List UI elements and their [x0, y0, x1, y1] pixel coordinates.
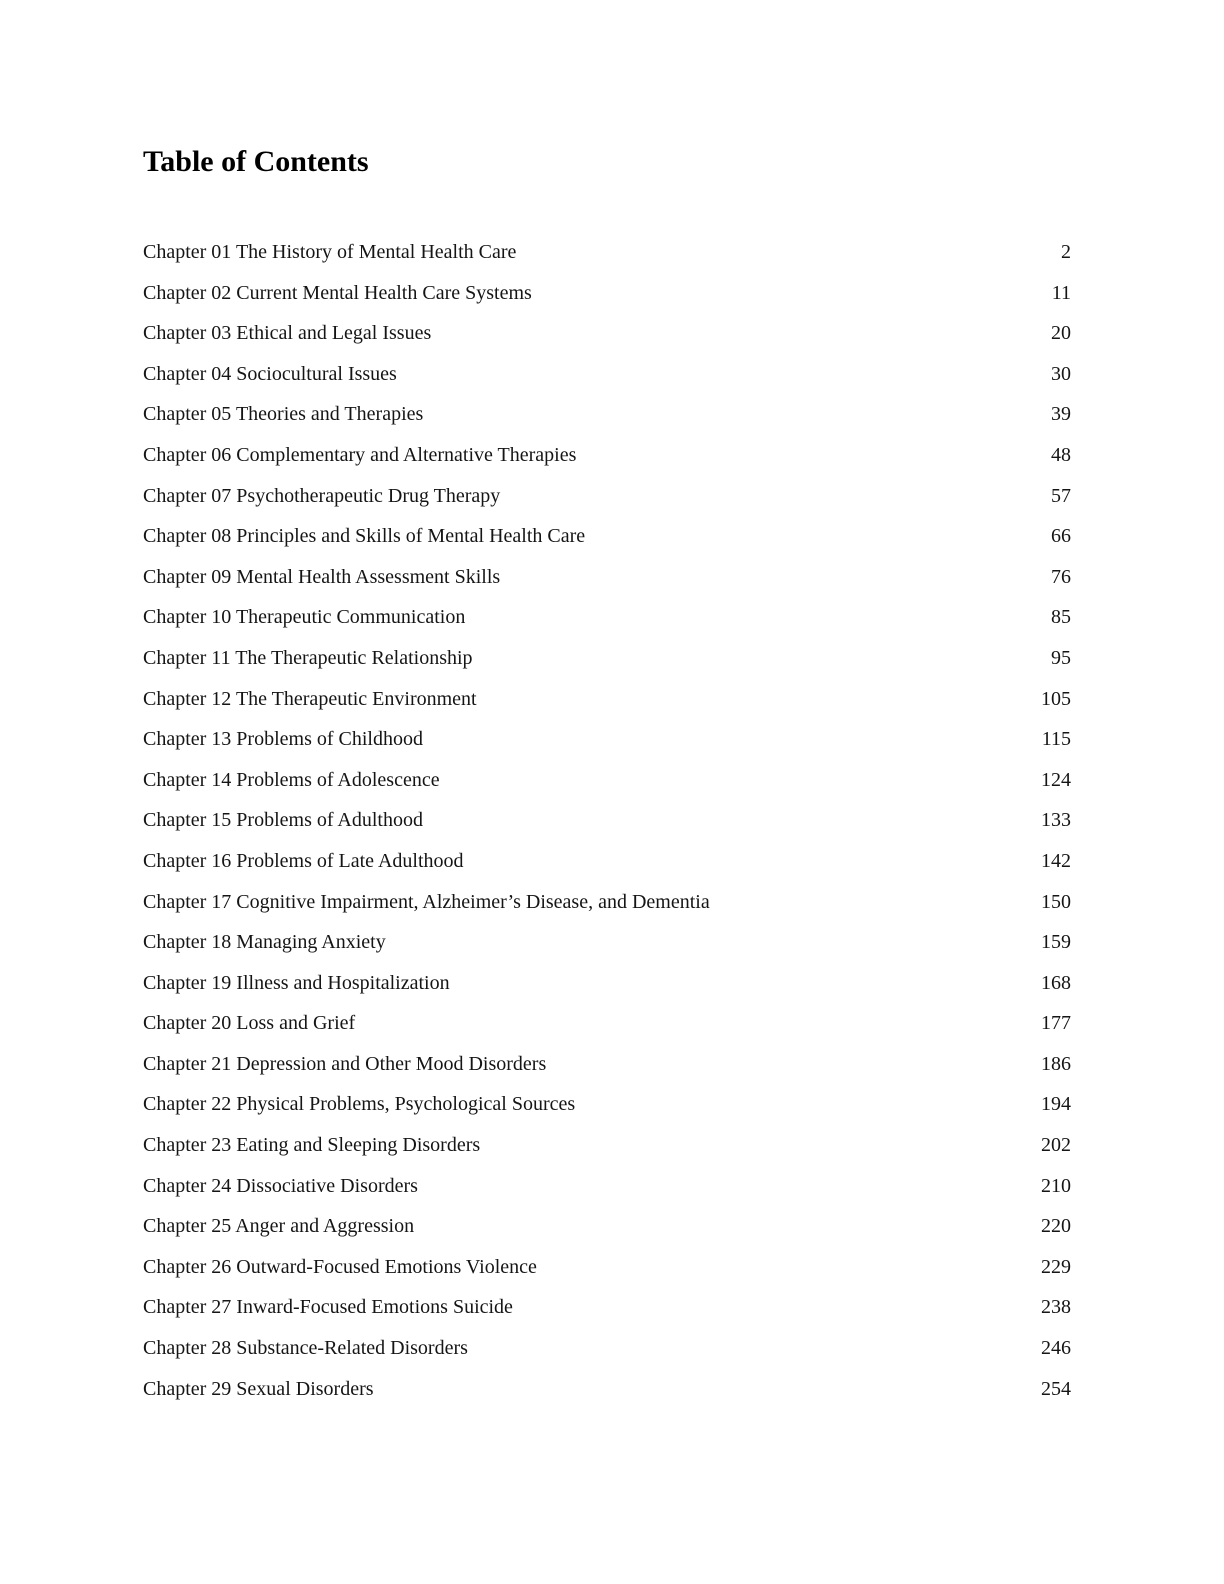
toc-entry-title: Chapter 29 Sexual Disorders: [143, 1377, 374, 1400]
toc-entry[interactable]: [143, 719, 1071, 760]
page-title: Table of Contents: [143, 145, 369, 178]
toc-entry-page: 229: [1041, 1255, 1071, 1278]
toc-entry-title: Chapter 24 Dissociative Disorders: [143, 1174, 418, 1197]
toc-entry-page: 39: [1051, 403, 1071, 426]
toc-entry[interactable]: [143, 922, 1071, 963]
toc-entry-page: 85: [1051, 606, 1071, 629]
toc-entry-page: 57: [1051, 484, 1071, 507]
toc-entry[interactable]: [143, 1206, 1071, 1247]
toc-entry-title: Chapter 13 Problems of Childhood: [143, 728, 423, 751]
toc-entry-title: Chapter 17 Cognitive Impairment, Alzheimer’s Disease, and Dementia: [143, 890, 710, 913]
toc-entry-title: Chapter 10 Therapeutic Communication: [143, 606, 466, 629]
toc-entry[interactable]: [143, 679, 1071, 720]
toc-entry[interactable]: [143, 354, 1071, 395]
toc-entry[interactable]: [143, 1287, 1071, 1328]
toc-entry[interactable]: [143, 1003, 1071, 1044]
toc-entry-page: 124: [1041, 768, 1071, 791]
toc-entry[interactable]: [143, 1044, 1071, 1085]
toc-entry[interactable]: [143, 597, 1071, 638]
toc-entry[interactable]: [143, 1084, 1071, 1125]
toc-entry-page: 133: [1041, 809, 1071, 832]
toc-entry-title: Chapter 19 Illness and Hospitalization: [143, 971, 450, 994]
toc-entry[interactable]: [143, 273, 1071, 314]
toc-entry-page: 115: [1041, 728, 1071, 751]
toc-entry[interactable]: [143, 516, 1071, 557]
toc-entry[interactable]: [143, 476, 1071, 517]
toc-entry-page: 220: [1041, 1215, 1071, 1238]
toc-entry-title: Chapter 03 Ethical and Legal Issues: [143, 322, 432, 345]
toc-entry-page: 76: [1051, 565, 1071, 588]
toc-entry[interactable]: [143, 435, 1071, 476]
toc-entry-page: 210: [1041, 1174, 1071, 1197]
toc-entry[interactable]: [143, 760, 1071, 801]
toc-entry[interactable]: [143, 1125, 1071, 1166]
toc-entry[interactable]: [143, 557, 1071, 598]
toc-entry-page: 150: [1041, 890, 1071, 913]
toc-entry-title: Chapter 26 Outward-Focused Emotions Violence: [143, 1255, 537, 1278]
toc-entry-page: 168: [1041, 971, 1071, 994]
toc-entry-title: Chapter 07 Psychotherapeutic Drug Therapy: [143, 484, 501, 507]
toc-entry-title: Chapter 25 Anger and Aggression: [143, 1215, 415, 1238]
toc-list: [143, 232, 1071, 1409]
toc-entry-page: 66: [1051, 525, 1071, 548]
toc-entry[interactable]: [143, 882, 1071, 923]
toc-entry[interactable]: [143, 313, 1071, 354]
toc-entry[interactable]: [143, 963, 1071, 1004]
toc-entry-page: 30: [1051, 362, 1071, 385]
toc-entry-title: Chapter 22 Physical Problems, Psychological Sources: [143, 1093, 576, 1116]
toc-entry-page: 177: [1041, 1012, 1071, 1035]
toc-entry[interactable]: [143, 800, 1071, 841]
toc-entry[interactable]: [143, 232, 1071, 273]
toc-entry-page: 246: [1041, 1337, 1071, 1360]
toc-entry[interactable]: [143, 394, 1071, 435]
toc-entry-title: Chapter 04 Sociocultural Issues: [143, 362, 397, 385]
toc-entry-page: 202: [1041, 1134, 1071, 1157]
toc-entry-title: Chapter 11 The Therapeutic Relationship: [143, 646, 473, 669]
toc-entry-title: Chapter 08 Principles and Skills of Mental Health Care: [143, 525, 586, 548]
toc-entry-title: Chapter 09 Mental Health Assessment Skills: [143, 565, 501, 588]
toc-entry-page: 194: [1041, 1093, 1071, 1116]
toc-entry-page: 105: [1041, 687, 1071, 710]
document-page: [143, 0, 1071, 1584]
toc-entry-page: 186: [1041, 1052, 1071, 1075]
toc-entry-page: 2: [1061, 241, 1071, 263]
toc-entry-page: 11: [1051, 281, 1071, 304]
toc-entry[interactable]: [143, 841, 1071, 882]
toc-entry-title: Chapter 14 Problems of Adolescence: [143, 768, 440, 791]
toc-entry[interactable]: [143, 1369, 1071, 1410]
toc-entry-title: Chapter 21 Depression and Other Mood Disorders: [143, 1052, 547, 1075]
toc-entry-title: Chapter 15 Problems of Adulthood: [143, 809, 423, 832]
toc-entry-page: 20: [1051, 322, 1071, 345]
toc-entry-title: Chapter 20 Loss and Grief: [143, 1012, 356, 1035]
toc-entry-page: 159: [1041, 931, 1071, 954]
toc-entry-title: Chapter 01 The History of Mental Health Care: [143, 241, 517, 263]
toc-entry-title: Chapter 05 Theories and Therapies: [143, 403, 424, 426]
toc-entry-page: 142: [1041, 849, 1071, 872]
toc-entry-title: Chapter 02 Current Mental Health Care Systems: [143, 281, 532, 304]
toc-entry-page: 48: [1051, 443, 1071, 466]
toc-entry-title: Chapter 27 Inward-Focused Emotions Suicide: [143, 1296, 513, 1319]
toc-entry-title: Chapter 06 Complementary and Alternative Therapies: [143, 443, 577, 466]
toc-entry[interactable]: [143, 1328, 1071, 1369]
toc-entry-title: Chapter 18 Managing Anxiety: [143, 931, 386, 954]
toc-entry-title: Chapter 23 Eating and Sleeping Disorders: [143, 1134, 481, 1157]
toc-entry-title: Chapter 12 The Therapeutic Environment: [143, 687, 477, 710]
toc-entry[interactable]: [143, 1166, 1071, 1207]
toc-entry-page: 238: [1041, 1296, 1071, 1319]
toc-entry-page: 254: [1041, 1377, 1071, 1400]
toc-entry[interactable]: [143, 1247, 1071, 1288]
toc-entry[interactable]: [143, 638, 1071, 679]
toc-entry-title: Chapter 28 Substance-Related Disorders: [143, 1337, 468, 1360]
toc-entry-title: Chapter 16 Problems of Late Adulthood: [143, 849, 464, 872]
toc-entry-page: 95: [1051, 646, 1071, 669]
